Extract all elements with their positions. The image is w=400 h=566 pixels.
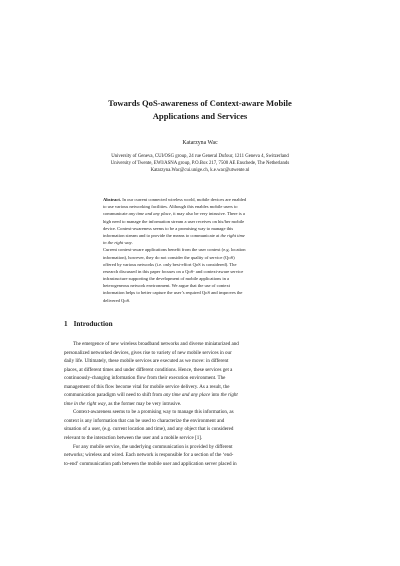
abstract-line: in the right way. (103, 240, 133, 246)
title-line: Towards QoS-awareness of Context-aware Mobile (108, 98, 292, 108)
emphasis-text: any time and any place (128, 211, 171, 217)
abstract-line: research discussed in this paper focuses on a QoS- and context-aware service (103, 268, 244, 274)
abstract-line: offered by various networks (i.e. only best-effort QoS is considered). The (103, 261, 237, 267)
body-line: time in the right way, as the former may be very intrusive. (64, 400, 182, 407)
emphasis-text: in the right way (103, 240, 132, 246)
abstract-line: information helps to better capture the user’s required QoS and improves the (103, 290, 243, 296)
body-line: networks; wireless and wired. Each network is responsible for a section of the ‘end- (64, 452, 234, 459)
abstract-line: delivered QoS. (103, 297, 131, 303)
section-number: 1 (64, 320, 68, 328)
emphasis-text: time in the right way (64, 400, 106, 407)
abstract-line: heterogeneous network environment. We argue that the use of context (103, 283, 230, 289)
emphasis-text: the right (220, 392, 238, 399)
author-name: Katarzyna Wac (182, 140, 218, 146)
paper-title (70, 97, 330, 123)
body-paragraph (64, 340, 338, 408)
abstract (103, 196, 299, 304)
body-line: to-end’ communication path between the mobile user and application server placed in (64, 460, 237, 467)
body-line: management of this flow become vital for mobile service delivery. As a result, the (64, 383, 230, 390)
body-line: For any mobile service, the underlying communication is provided by different (73, 443, 233, 450)
title-line: Applications and Services (152, 111, 248, 121)
body-paragraph (64, 408, 338, 442)
emphasis-text: the right time (220, 232, 245, 238)
section-title: Introduction (73, 320, 113, 328)
abstract-label: Abstract. (103, 197, 122, 202)
body-line: places, at different times and under different conditions. Hence, these services get a (64, 366, 233, 373)
section-heading (64, 320, 119, 328)
body-line: situation of a user, (e.g. current location and time), and any object that is considered (64, 426, 234, 433)
affiliation-email: Katarzyna.Wac@cui.unige.ch, k.e.wac@utwente.nl (150, 168, 250, 174)
affiliation-line: University of Geneva, CUI/OSG group, 24 rue General Dufour, 1211 Geneva 4, Switzerland (111, 154, 289, 159)
abstract-line: information), however, they do not consider the quality of service (QoS) (103, 254, 235, 260)
abstract-line: Abstract. In our current connected wireless world, mobile devices are enabled (103, 197, 247, 202)
body-line: The emergence of new wireless broadband networks and diverse miniaturized and (73, 341, 239, 347)
body-line: daily life. Ultimately, these mobile services are executed as we move: in different (64, 358, 229, 365)
body-line: relevant to the interaction between the user and a mobile service [1]. (64, 435, 203, 442)
abstract-line: communicate any time and any place, it may also be very intrusive. There is a (103, 211, 245, 217)
abstract-line: infrastructure supporting the development of mobile applications in a (103, 276, 230, 282)
abstract-line: information stream and to provide the means to communicate at the right time (103, 232, 245, 238)
abstract-line: high need to manage the information stream a user receives on his/her mobile (103, 218, 245, 224)
body-line: personalized networked devices, gives rise to variety of new mobile services in our (64, 349, 232, 356)
body-line: Context-awareness seems to be a promising way to manage this information, as (73, 409, 234, 416)
body-line: context is any information that can be used to characterize the environment and (64, 417, 225, 424)
body-line: continuously-changing information flow from their execution environment. The (64, 375, 226, 382)
abstract-line: device. Context-awareness seems to be a promising way to manage this (103, 225, 234, 231)
body-line: communication paradigm will need to shift from any time and any place into the right (64, 392, 238, 399)
affiliation (40, 153, 360, 175)
body-paragraph (64, 443, 338, 469)
affiliation-line: University of Twente, EWI/ASNA group, P.O.Box 217, 7500 AE Enschede, The Netherlands (110, 161, 290, 167)
abstract-line: Current context-aware applications benefit from the user context (e.g. location (103, 247, 246, 253)
abstract-line: to use various networking facilities. Although this enables mobile users to (103, 204, 238, 210)
emphasis-text: any time and any place (163, 392, 211, 399)
body-text (64, 340, 338, 468)
